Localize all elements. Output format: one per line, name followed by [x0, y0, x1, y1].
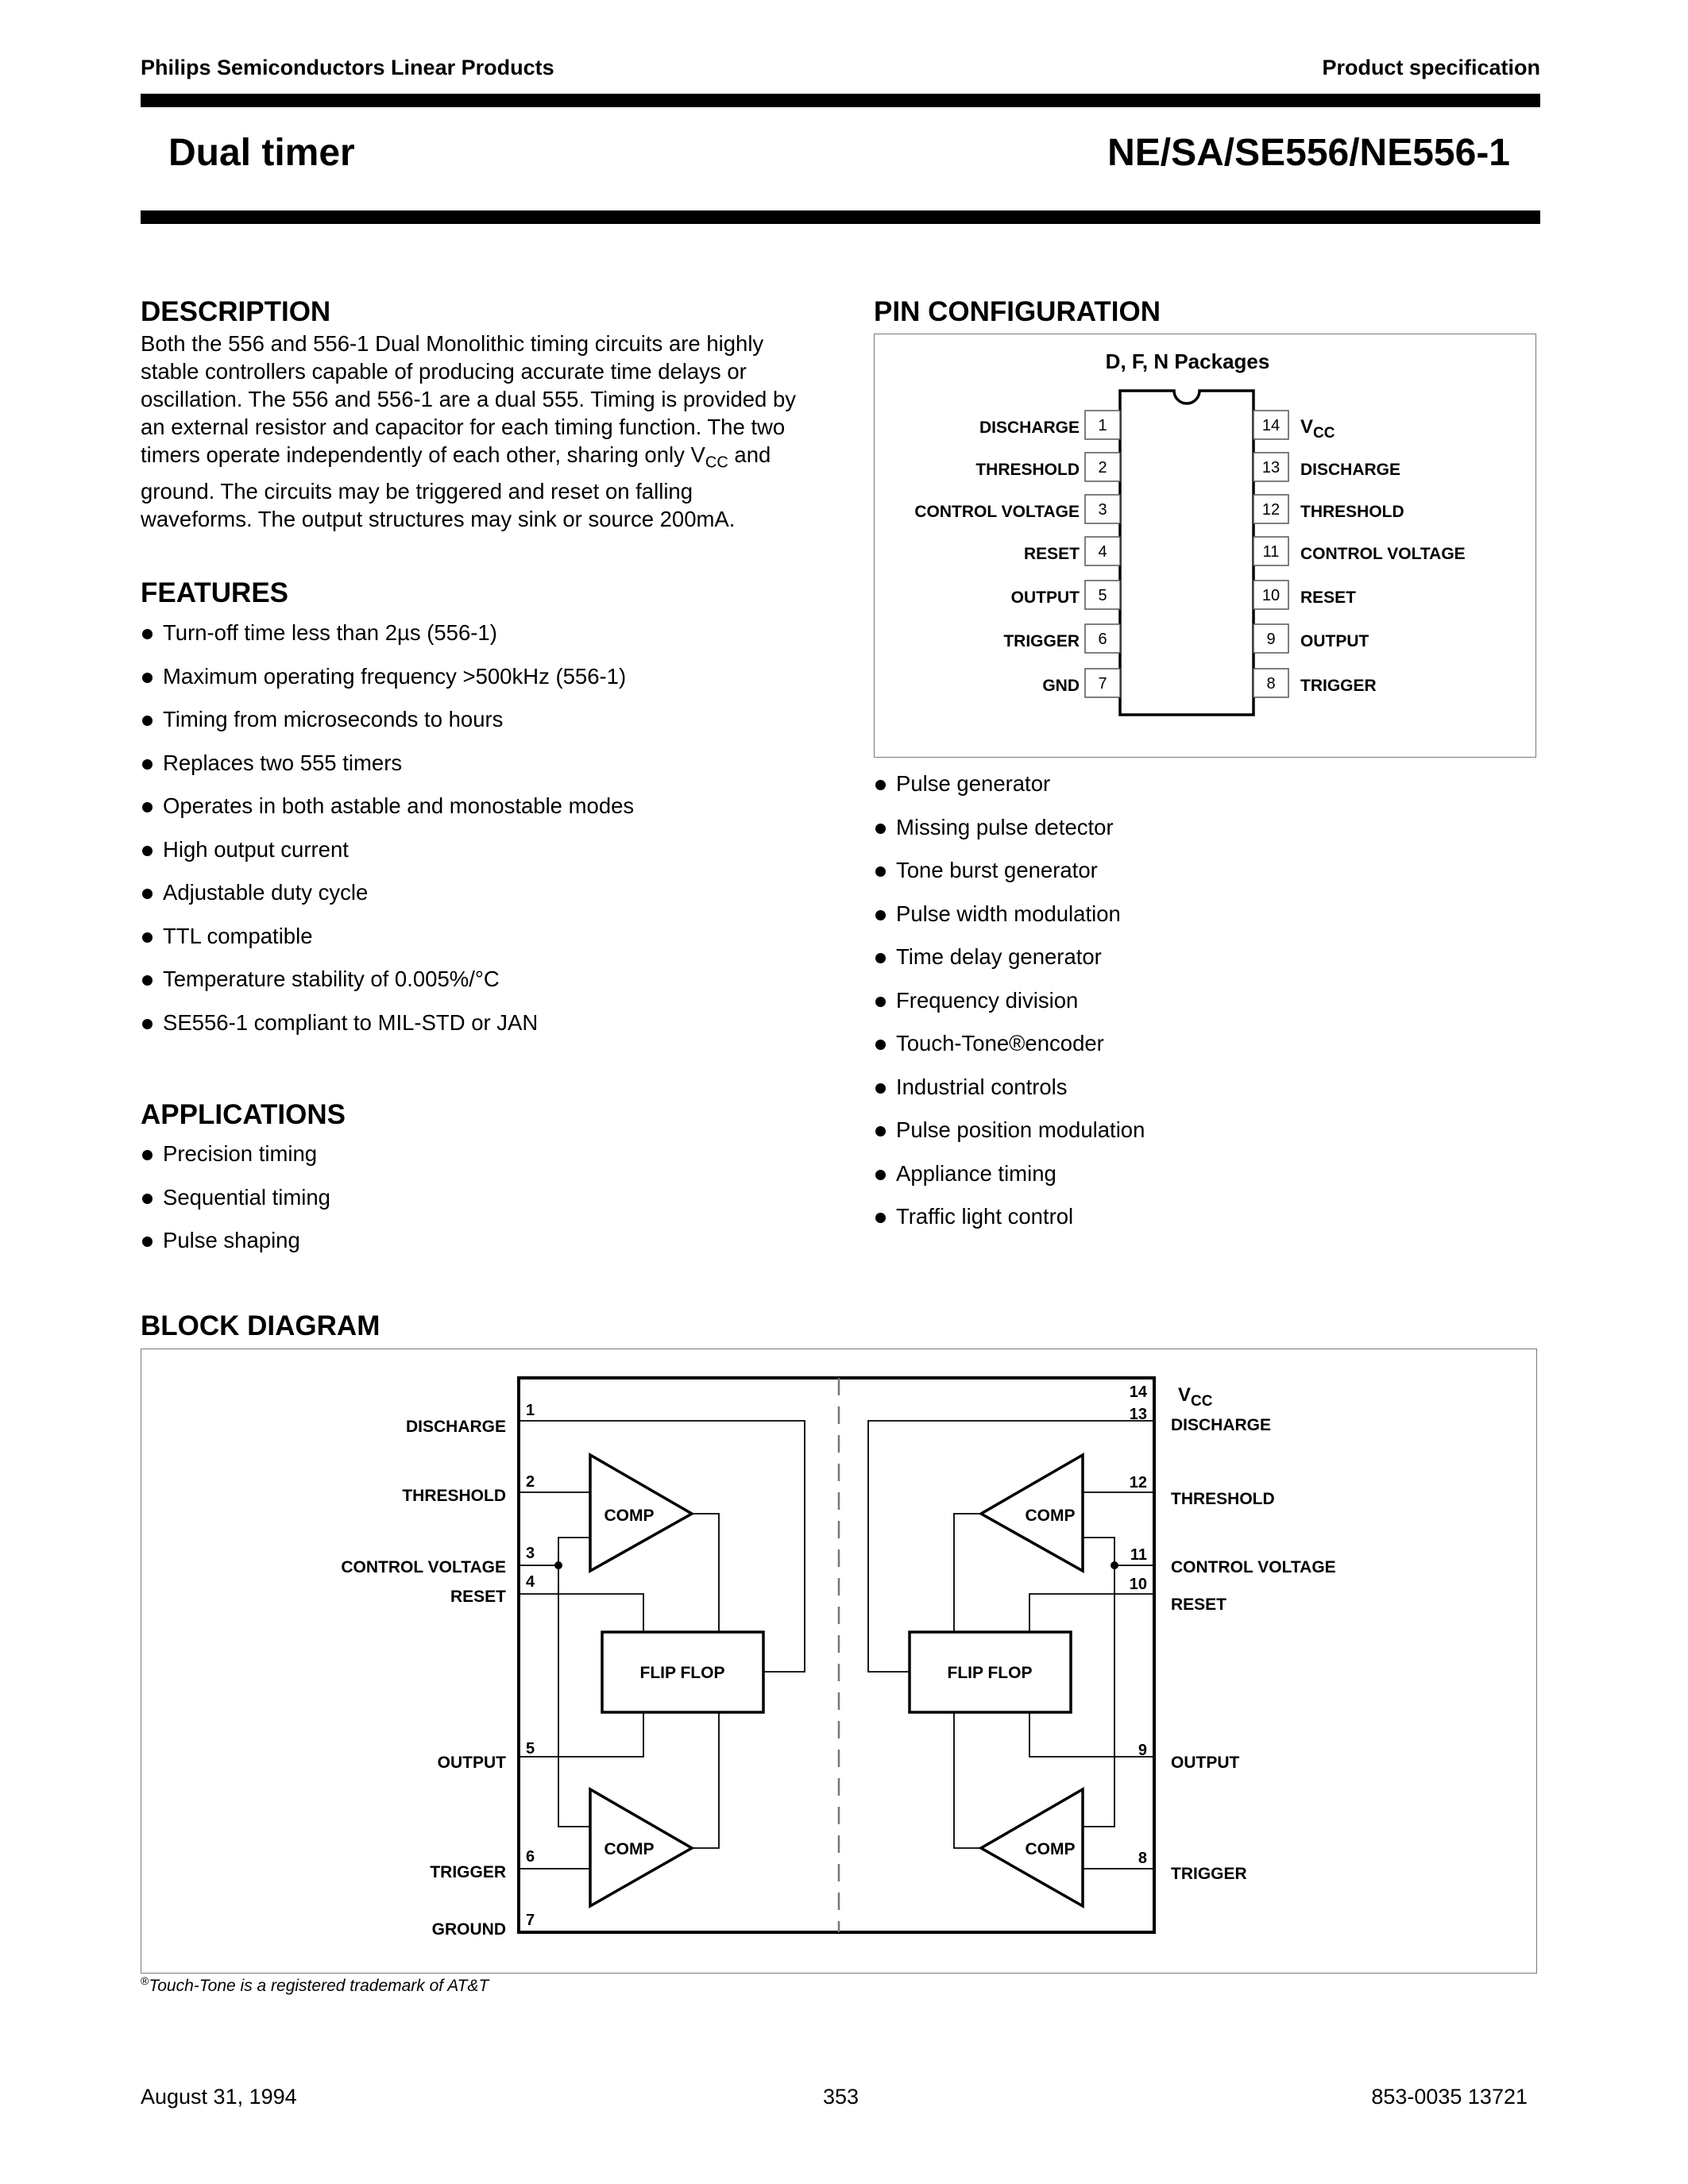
feature-item: Turn-off time less than 2µs (556-1): [141, 621, 634, 665]
application-item: Missing pulse detector: [874, 816, 1145, 859]
pin-number: 4: [1098, 543, 1107, 561]
pin-number: 5: [1098, 587, 1107, 604]
pin-number: 10: [1261, 587, 1280, 604]
pin-name: RESET: [1023, 545, 1080, 563]
application-item: Pulse generator: [874, 772, 1145, 816]
pin-number: 1: [1098, 417, 1107, 434]
left-junction-dot: [554, 1561, 562, 1569]
footer-date: August 31, 1994: [141, 2085, 297, 2109]
application-item: Time delay generator: [874, 945, 1145, 989]
block-pin-number: 13: [1129, 1406, 1147, 1423]
block-pin-label: OUTPUT: [1171, 1754, 1240, 1772]
description-line: ground. The circuits may be triggered and reset on falling: [141, 478, 693, 504]
application-item: Appliance timing: [874, 1162, 1145, 1206]
page-number: 353: [823, 2085, 859, 2109]
block-pin-number: 14: [1129, 1383, 1147, 1401]
description-line: waveforms. The output structures may sink or source 200mA.: [141, 506, 736, 531]
right-junction-dot: [1111, 1561, 1118, 1569]
block-pin-number: 9: [1138, 1742, 1147, 1759]
package-label: D, F, N Packages: [1105, 349, 1270, 373]
block-pin-label: CONTROL VOLTAGE: [341, 1558, 506, 1576]
application-item: Frequency division: [874, 989, 1145, 1032]
block-pin-number: 2: [526, 1473, 535, 1491]
block-pin-number: 5: [526, 1740, 535, 1758]
pin-name: CONTROL VOLTAGE: [914, 503, 1080, 521]
pin-name: DISCHARGE: [1300, 461, 1401, 479]
document-title: Dual timer: [168, 132, 355, 174]
application-item: Pulse width modulation: [874, 902, 1145, 946]
application-item: Pulse position modulation: [874, 1118, 1145, 1162]
comp-label: COMP: [1025, 1840, 1076, 1858]
block-pin-number: 11: [1130, 1546, 1147, 1564]
part-number: NE/SA/SE556/NE556-1: [1107, 132, 1510, 174]
block-pin-label: RESET: [450, 1588, 506, 1606]
document-type: Product specification: [1322, 56, 1540, 79]
feature-item: High output current: [141, 838, 634, 882]
block-pin-number: 10: [1129, 1576, 1147, 1593]
block-pin-label: THRESHOLD: [402, 1487, 506, 1505]
application-item: Sequential timing: [141, 1186, 330, 1229]
pin-config-heading: PIN CONFIGURATION: [874, 296, 1161, 327]
feature-item: SE556-1 compliant to MIL-STD or JAN: [141, 1011, 634, 1055]
features-heading: FEATURES: [141, 577, 289, 608]
company-name: Philips Semiconductors Linear Products: [141, 56, 554, 79]
pin-number: 13: [1261, 459, 1280, 477]
feature-item: TTL compatible: [141, 924, 634, 968]
description-line: Both the 556 and 556-1 Dual Monolithic timing circuits are highly: [141, 331, 764, 356]
comp-label: COMP: [1025, 1507, 1076, 1525]
block-pin-number: 8: [1138, 1850, 1147, 1867]
block-pin-label: TRIGGER: [1171, 1865, 1247, 1883]
block-pin-number: 4: [526, 1573, 535, 1591]
pin-number: 12: [1261, 501, 1280, 519]
trademark-footnote: ®Touch-Tone is a registered trademark of AT&T: [141, 1974, 489, 1995]
feature-item: Timing from microseconds to hours: [141, 708, 634, 751]
pin-number: 3: [1098, 501, 1107, 519]
block-pin-number: 1: [526, 1402, 535, 1419]
block-pin-number: 6: [526, 1848, 535, 1866]
block-pin-label: CONTROL VOLTAGE: [1171, 1558, 1336, 1576]
feature-item: Temperature stability of 0.005%/°C: [141, 967, 634, 1011]
pin-name: DISCHARGE: [979, 419, 1080, 437]
block-pin-number: 3: [526, 1545, 535, 1562]
description-line: timers operate independently of each other, sharing only $V_{CC}$ and: [141, 442, 771, 472]
pin-name: $V_{CC}$: [1300, 416, 1335, 442]
pin-name: CONTROL VOLTAGE: [1300, 545, 1466, 563]
block-right-labels: [1130, 1383, 1336, 1883]
pin-number: 2: [1098, 459, 1107, 477]
pin-number: 14: [1261, 417, 1280, 434]
applications-heading: APPLICATIONS: [141, 1099, 346, 1130]
block-left-labels: [341, 1402, 535, 1939]
vcc-label: $V_{CC}$: [1178, 1384, 1213, 1410]
feature-item: Adjustable duty cycle: [141, 881, 634, 924]
flip-flop-label: FLIP FLOP: [947, 1664, 1033, 1682]
pin-name: OUTPUT: [1010, 588, 1080, 607]
description-line: oscillation. The 556 and 556-1 are a dual 555. Timing is provided by: [141, 387, 797, 411]
pin-name: RESET: [1300, 588, 1357, 607]
application-item: Traffic light control: [874, 1205, 1145, 1248]
block-pin-label: RESET: [1171, 1596, 1227, 1614]
block-pin-label: THRESHOLD: [1171, 1490, 1275, 1508]
pin-name: THRESHOLD: [1300, 503, 1404, 521]
feature-item: Replaces two 555 timers: [141, 751, 634, 795]
application-item: Tone burst generator: [874, 859, 1145, 902]
feature-item: Operates in both astable and monostable modes: [141, 794, 634, 838]
application-item: Industrial controls: [874, 1075, 1145, 1119]
description-line: an external resistor and capacitor for each timing function. The two: [141, 415, 786, 439]
block-pin-number: 7: [526, 1912, 535, 1929]
block-diagram-heading: BLOCK DIAGRAM: [141, 1310, 380, 1341]
block-pin-label: DISCHARGE: [1171, 1416, 1272, 1434]
application-item: Precision timing: [141, 1142, 330, 1186]
block-pin-label: DISCHARGE: [405, 1418, 506, 1436]
pin-number: 11: [1262, 543, 1280, 561]
pin-number: 6: [1098, 631, 1107, 648]
block-pin-number: 12: [1129, 1474, 1147, 1491]
comp-label: COMP: [604, 1840, 655, 1858]
feature-item: Maximum operating frequency >500kHz (556-1): [141, 665, 634, 708]
pin-number: 7: [1098, 675, 1107, 693]
pin-number: 9: [1266, 631, 1276, 648]
comp-label: COMP: [604, 1507, 655, 1525]
block-pin-label: OUTPUT: [437, 1754, 506, 1772]
flip-flop-label: FLIP FLOP: [639, 1664, 725, 1682]
description-line: stable controllers capable of producing accurate time delays or: [141, 359, 747, 384]
description-heading: DESCRIPTION: [141, 296, 331, 327]
document-code: 853-0035 13721: [1371, 2085, 1528, 2109]
application-item: Pulse shaping: [141, 1229, 330, 1272]
pin-name: TRIGGER: [1003, 632, 1080, 650]
pin-name: OUTPUT: [1300, 632, 1369, 650]
application-item: Touch-Tone®encoder: [874, 1032, 1145, 1075]
pin-number: 8: [1266, 675, 1276, 693]
pin-name: THRESHOLD: [975, 461, 1080, 479]
pin-name: GND: [1042, 677, 1080, 695]
pin-name: TRIGGER: [1300, 677, 1377, 695]
block-pin-label: TRIGGER: [430, 1863, 506, 1881]
block-pin-label: GROUND: [431, 1920, 506, 1939]
